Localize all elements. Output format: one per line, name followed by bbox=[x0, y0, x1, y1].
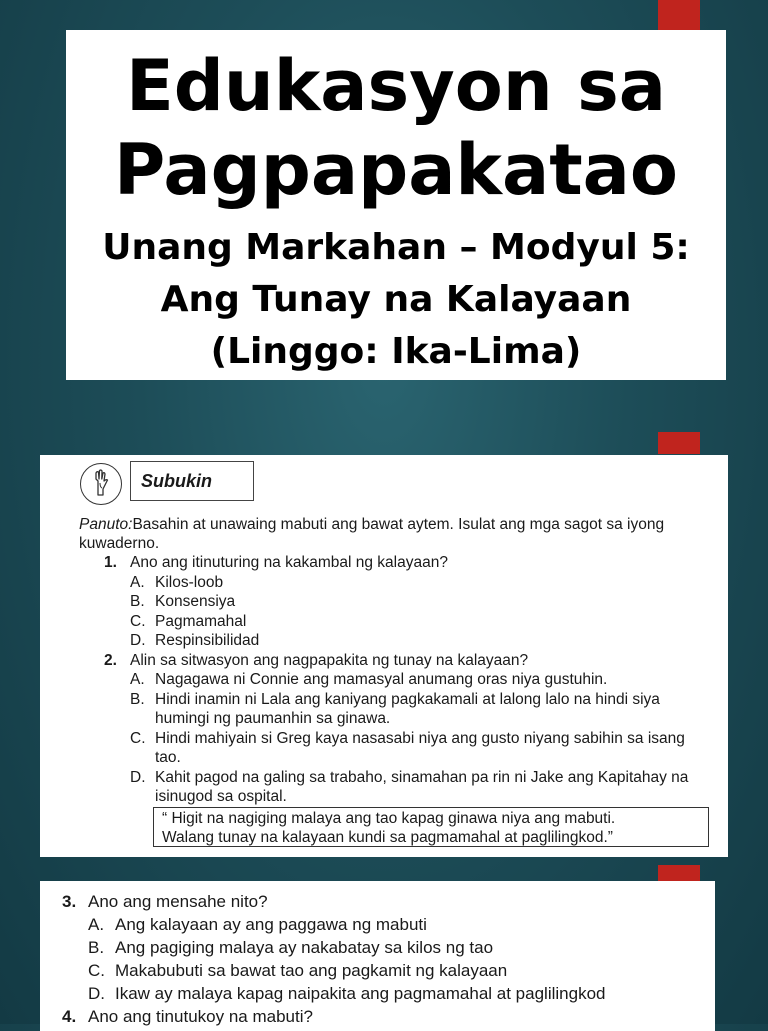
option-2b bbox=[40, 690, 728, 729]
option-3b bbox=[40, 936, 715, 959]
question-1 bbox=[40, 553, 728, 573]
option-letter: D. bbox=[130, 768, 146, 786]
section-label: Subukin bbox=[130, 461, 254, 501]
question-number: 3. bbox=[62, 892, 77, 911]
question-4 bbox=[40, 1005, 715, 1028]
option-text: Hindi mahiyain si Greg kaya nasasabi niya ang gusto niyang sabihin sa isang tao. bbox=[155, 729, 685, 766]
option-letter: D. bbox=[130, 632, 146, 649]
subtitle-line3: (Linggo: Ika-Lima) bbox=[210, 331, 582, 372]
option-letter: C. bbox=[88, 961, 105, 980]
question-number: 2. bbox=[104, 651, 117, 669]
option-text: Kilos-loob bbox=[155, 573, 224, 591]
instruction-label: Panuto: bbox=[79, 516, 133, 533]
main-title bbox=[66, 44, 726, 212]
option-3a bbox=[40, 913, 715, 936]
option-1c bbox=[40, 612, 728, 632]
option-letter: C. bbox=[130, 729, 146, 747]
quote-line2: Walang tunay na kalayaan kundi sa pagmamahal at paglilingkod.” bbox=[162, 829, 613, 846]
option-text: Ikaw ay malaya kapag naipakita ang pagmamahal at paglilingkod bbox=[115, 984, 606, 1003]
option-letter: A. bbox=[88, 915, 105, 934]
option-text: Ang kalayaan ay ang paggawa ng mabuti bbox=[115, 915, 427, 934]
main-title-line2: Pagpapakatao bbox=[113, 129, 679, 211]
option-text: Ang pagiging malaya ay nakabatay sa kilos ng tao bbox=[115, 938, 494, 957]
option-2d bbox=[40, 768, 728, 807]
main-title-line1: Edukasyon sa bbox=[125, 45, 667, 127]
option-letter: A. bbox=[130, 671, 145, 688]
option-text: Konsensiya bbox=[155, 593, 236, 610]
option-letter: C. bbox=[130, 612, 146, 630]
option-3d bbox=[40, 982, 715, 1005]
worksheet-page bbox=[40, 455, 728, 857]
option-text: Respinsibilidad bbox=[155, 632, 260, 649]
slide-accent-tab bbox=[658, 0, 700, 30]
question-3 bbox=[40, 890, 715, 913]
option-letter: D. bbox=[88, 984, 105, 1003]
instruction-text: Basahin at unawaing mabuti ang bawat aytem. Isulat ang mga sagot sa iyong kuwaderno. bbox=[79, 516, 665, 552]
question-2 bbox=[40, 651, 728, 671]
option-letter: A. bbox=[130, 573, 145, 591]
subukin-slide bbox=[0, 432, 768, 862]
option-letter: B. bbox=[88, 938, 105, 957]
option-letter: B. bbox=[130, 593, 145, 610]
question-text: Ano ang itinuturing na kakambal ng kalayaan? bbox=[130, 554, 448, 571]
question-list bbox=[40, 553, 728, 807]
option-2c bbox=[40, 729, 728, 768]
question-text: Ano ang mensahe nito? bbox=[88, 892, 268, 911]
instructions bbox=[79, 515, 679, 553]
title-card bbox=[66, 30, 726, 380]
question-number: 1. bbox=[104, 554, 117, 571]
option-text: Hindi inamin ni Lala ang kaniyang pagkakamali at lalong lalo na hindi siya humingi ng paumanhin sa ginawa. bbox=[155, 690, 660, 727]
questions-slide bbox=[0, 865, 768, 1024]
option-letter: B. bbox=[130, 690, 145, 708]
question-number: 4. bbox=[62, 1007, 77, 1026]
option-1b bbox=[40, 592, 728, 612]
subtitle bbox=[66, 222, 726, 378]
question-list bbox=[40, 890, 715, 1028]
option-text: Kahit pagod na galing sa trabaho, sinamahan pa rin ni Jake ang Kapitahay na isinugod sa ospital. bbox=[155, 768, 689, 805]
slide-accent-tab bbox=[658, 865, 700, 881]
option-text: Makabubuti sa bawat tao ang pagkamit ng kalayaan bbox=[115, 961, 508, 980]
option-text: Pagmamahal bbox=[155, 612, 247, 630]
subtitle-line2: Ang Tunay na Kalayaan bbox=[160, 279, 632, 320]
option-2a bbox=[40, 670, 728, 690]
raised-hand-icon bbox=[80, 463, 122, 505]
title-slide bbox=[0, 0, 768, 430]
worksheet-page bbox=[40, 881, 715, 1031]
question-text: Ano ang tinutukoy na mabuti? bbox=[88, 1007, 313, 1026]
option-text: Nagagawa ni Connie ang mamasyal anumang oras niya gustuhin. bbox=[155, 671, 608, 688]
slide-accent-tab bbox=[658, 432, 700, 454]
subtitle-line1: Unang Markahan – Modyul 5: bbox=[102, 227, 690, 268]
option-1d bbox=[40, 631, 728, 651]
option-3c bbox=[40, 959, 715, 982]
question-text: Alin sa sitwasyon ang nagpapakita ng tunay na kalayaan? bbox=[130, 651, 529, 669]
quote-box bbox=[153, 807, 709, 847]
quote-line1: “ Higit na nagiging malaya ang tao kapag ginawa niya ang mabuti. bbox=[162, 810, 616, 827]
option-1a bbox=[40, 573, 728, 593]
